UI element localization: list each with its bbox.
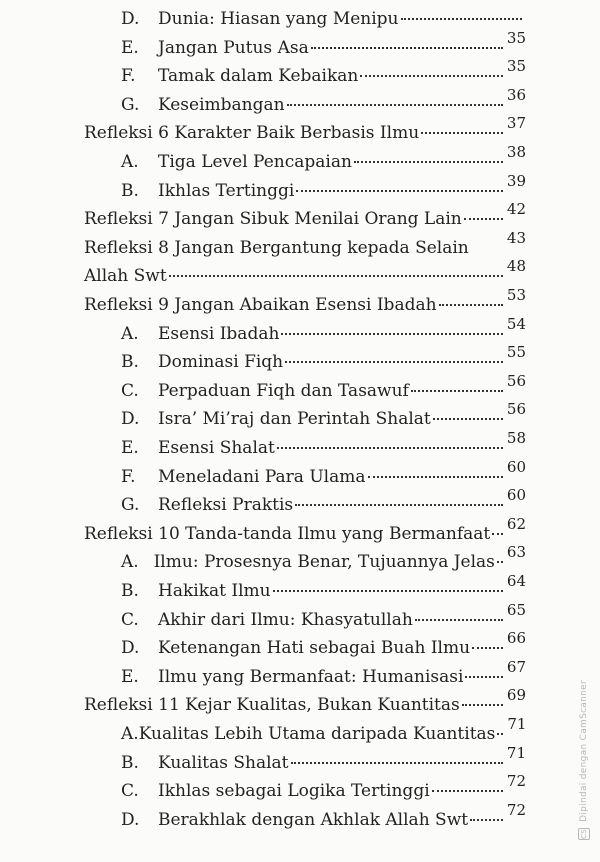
toc-dot-leader <box>287 104 503 106</box>
toc-page-number: 35 <box>506 57 526 76</box>
toc-entry-title: Ketenangan Hati sebagai Buah Ilmu <box>158 638 471 659</box>
toc-entry-title: Refleksi 11 Kejar Kualitas, Bukan Kuantitas <box>84 695 460 716</box>
toc-page-number: 63 <box>506 543 526 562</box>
toc-dot-leader <box>432 790 503 792</box>
toc-entry-title: Jangan Putus Asa <box>158 37 309 58</box>
toc-dot-leader <box>281 333 502 335</box>
toc-entry-title: Refleksi Praktis <box>158 495 294 516</box>
toc-chapter-row <box>84 228 526 259</box>
toc-section-row <box>121 143 526 173</box>
toc-entry-title: Esensi Ibadah <box>158 323 280 344</box>
toc-dot-leader <box>470 819 503 821</box>
toc-dot-leader <box>368 476 503 478</box>
toc-page-number: 71 <box>506 743 526 762</box>
toc-section-row <box>121 343 526 373</box>
toc-dot-leader <box>169 275 503 277</box>
toc-section-row <box>121 171 526 202</box>
toc-section-letter: G. <box>121 94 140 115</box>
toc-entry-title: Hakikat Ilmu <box>158 581 271 601</box>
toc-dot-leader <box>277 447 503 449</box>
toc-section-letter: D. <box>121 9 140 29</box>
toc-dot-leader <box>497 733 503 735</box>
toc-section-letter: E. <box>121 438 139 458</box>
toc-dot-leader <box>433 418 503 420</box>
toc-section-letter: G. <box>121 495 140 516</box>
toc-dot-leader <box>472 647 503 649</box>
toc-entry-title: Meneladani Para Ulama <box>158 466 366 487</box>
toc-section-letter: A. <box>121 323 139 344</box>
toc-section-letter: A. <box>121 724 139 744</box>
toc-page-number: 62 <box>506 514 526 533</box>
camscanner-logo: CS <box>580 829 588 839</box>
toc-page-number: 60 <box>506 486 526 505</box>
toc-dot-leader <box>354 161 503 163</box>
toc-section-row <box>121 57 526 87</box>
toc-section-row <box>121 657 526 688</box>
toc-section-letter: E. <box>121 666 139 687</box>
toc-dot-leader <box>439 304 503 306</box>
toc-section-letter: E. <box>121 37 139 58</box>
toc-dot-leader <box>273 590 503 592</box>
toc-page-number: 66 <box>506 629 526 648</box>
toc-entry-title: Ilmu yang Bermanfaat: Humanisasi <box>158 666 464 687</box>
toc-page-number: 56 <box>506 400 526 419</box>
toc-dot-leader <box>285 361 503 363</box>
toc-page-number: 55 <box>506 343 526 362</box>
toc-page-number: 38 <box>506 143 526 161</box>
toc-page-number: 67 <box>506 657 526 676</box>
toc-dot-leader <box>291 762 503 764</box>
toc-page-number: 72 <box>506 772 526 791</box>
toc-page-number: 42 <box>506 200 526 219</box>
toc-page-number: 65 <box>506 600 526 619</box>
toc-section-letter: C. <box>121 609 139 630</box>
toc-page-number: 43 <box>506 228 526 247</box>
toc-section-row <box>121 28 526 59</box>
toc-dot-leader <box>462 704 503 706</box>
toc-section-row <box>121 572 526 602</box>
toc-page-number: 53 <box>506 286 526 304</box>
toc-section-row <box>121 715 527 745</box>
toc-section-row <box>121 600 526 631</box>
toc-dot-leader <box>465 676 502 678</box>
toc-entry-title: Perpaduan Fiqh dan Tasawuf <box>158 380 409 401</box>
toc-section-row <box>121 486 526 516</box>
toc-entry-title: Refleksi 6 Karakter Baik Berbasis Ilmu <box>84 123 420 144</box>
toc-page-number: 39 <box>506 171 526 190</box>
toc-section-letter: B. <box>121 752 139 773</box>
toc-entry-title: Refleksi 8 Jangan Bergantung kepada Selain <box>84 237 469 258</box>
toc-dot-leader <box>401 18 523 20</box>
toc-chapter-row <box>84 686 526 716</box>
toc-entry-title: Berakhlak dengan Akhlak Allah Swt <box>158 809 469 830</box>
toc-page-number: 69 <box>506 686 526 705</box>
toc-dot-leader <box>492 533 503 535</box>
toc-page-number: 48 <box>506 257 526 276</box>
toc-section-row <box>121 429 526 459</box>
toc-section-letter: A. <box>121 552 139 573</box>
toc-section-letter: C. <box>121 380 139 401</box>
toc-section-letter: B. <box>121 581 139 601</box>
toc-dot-leader <box>464 218 503 220</box>
toc-section-row <box>121 457 526 488</box>
toc-chapter-row <box>84 514 526 545</box>
toc-dot-leader <box>360 75 503 77</box>
toc-page-number: 64 <box>506 572 526 590</box>
toc-section-row <box>121 400 526 430</box>
toc-entry-title: Isra’ Mi’raj dan Perintah Shalat <box>158 409 431 430</box>
toc-section-row <box>121 629 526 659</box>
toc-page-number: 36 <box>506 85 526 104</box>
toc-section-letter: A. <box>121 152 139 172</box>
toc-dot-leader <box>497 561 503 563</box>
toc-dot-leader <box>295 504 503 506</box>
camscanner-watermark <box>578 680 590 840</box>
toc-dot-leader <box>415 619 503 621</box>
toc-section-letter: D. <box>121 409 140 430</box>
toc-dot-leader <box>421 132 503 134</box>
toc-entry-title: Akhir dari Ilmu: Khasyatullah <box>158 609 413 630</box>
toc-section-row <box>121 371 526 402</box>
toc-section-row <box>121 772 526 802</box>
toc-section-letter: B. <box>121 180 139 201</box>
toc-section-row <box>121 314 526 345</box>
toc-entry-title: Ikhlas sebagai Logika Tertinggi <box>158 781 430 802</box>
toc-entry-title: Keseimbangan <box>158 94 285 115</box>
toc-page-number: 72 <box>506 800 526 819</box>
toc-entry-title: Ikhlas Tertinggi <box>158 180 295 201</box>
toc-entry-title: Esensi Shalat <box>158 438 275 458</box>
toc-page-number: 60 <box>506 457 526 476</box>
toc-page-number: 37 <box>506 114 526 133</box>
toc-section-letter: F. <box>121 66 136 87</box>
toc-page-number: 58 <box>506 429 526 447</box>
toc-dot-leader <box>296 190 503 192</box>
toc-entry-title: Dunia: Hiasan yang Menipu <box>158 9 399 29</box>
toc-entry-title: Refleksi 10 Tanda-tanda Ilmu yang Bermanfaat <box>84 523 491 544</box>
toc-section-letter: F. <box>121 466 136 487</box>
toc-section-letter: D. <box>121 638 140 659</box>
toc-section-row <box>121 743 526 774</box>
toc-section-row <box>121 800 526 831</box>
toc-entry-title: Ilmu: Prosesnya Benar, Tujuannya Jelas <box>153 552 495 573</box>
toc-entry-title: Refleksi 7 Jangan Sibuk Menilai Orang Lain <box>84 209 462 230</box>
toc-page-number: 56 <box>506 371 526 390</box>
toc-page-number: 54 <box>506 314 526 333</box>
toc-section-row <box>121 543 526 573</box>
toc-chapter-row <box>84 257 526 287</box>
toc-section-row <box>121 85 526 116</box>
toc-entry-title: Kualitas Lebih Utama daripada Kuantitas <box>138 724 496 744</box>
toc-entry-title: Kualitas Shalat <box>158 752 289 773</box>
toc-page-number: 35 <box>506 28 526 47</box>
toc-entry-title: Tamak dalam Kebaikan <box>158 66 359 87</box>
toc-section-letter: C. <box>121 781 139 802</box>
toc-dot-leader <box>411 390 503 392</box>
toc-section-letter: D. <box>121 809 140 830</box>
toc-page-number: 71 <box>507 715 527 733</box>
toc-section-letter: B. <box>121 352 139 373</box>
toc-dot-leader <box>311 47 503 49</box>
toc-chapter-row <box>84 114 526 144</box>
toc-chapter-row <box>84 286 526 316</box>
toc-entry-title: Refleksi 9 Jangan Abaikan Esensi Ibadah <box>84 295 437 315</box>
toc-entry-title: Allah Swt <box>84 266 167 287</box>
watermark-text: Dipindai dengan CamScanner <box>579 680 589 822</box>
toc-section-row <box>121 8 526 30</box>
toc-chapter-row <box>84 200 526 230</box>
toc-entry-title: Tiga Level Pencapaian <box>158 152 352 172</box>
toc-entry-title: Dominasi Fiqh <box>158 352 284 373</box>
